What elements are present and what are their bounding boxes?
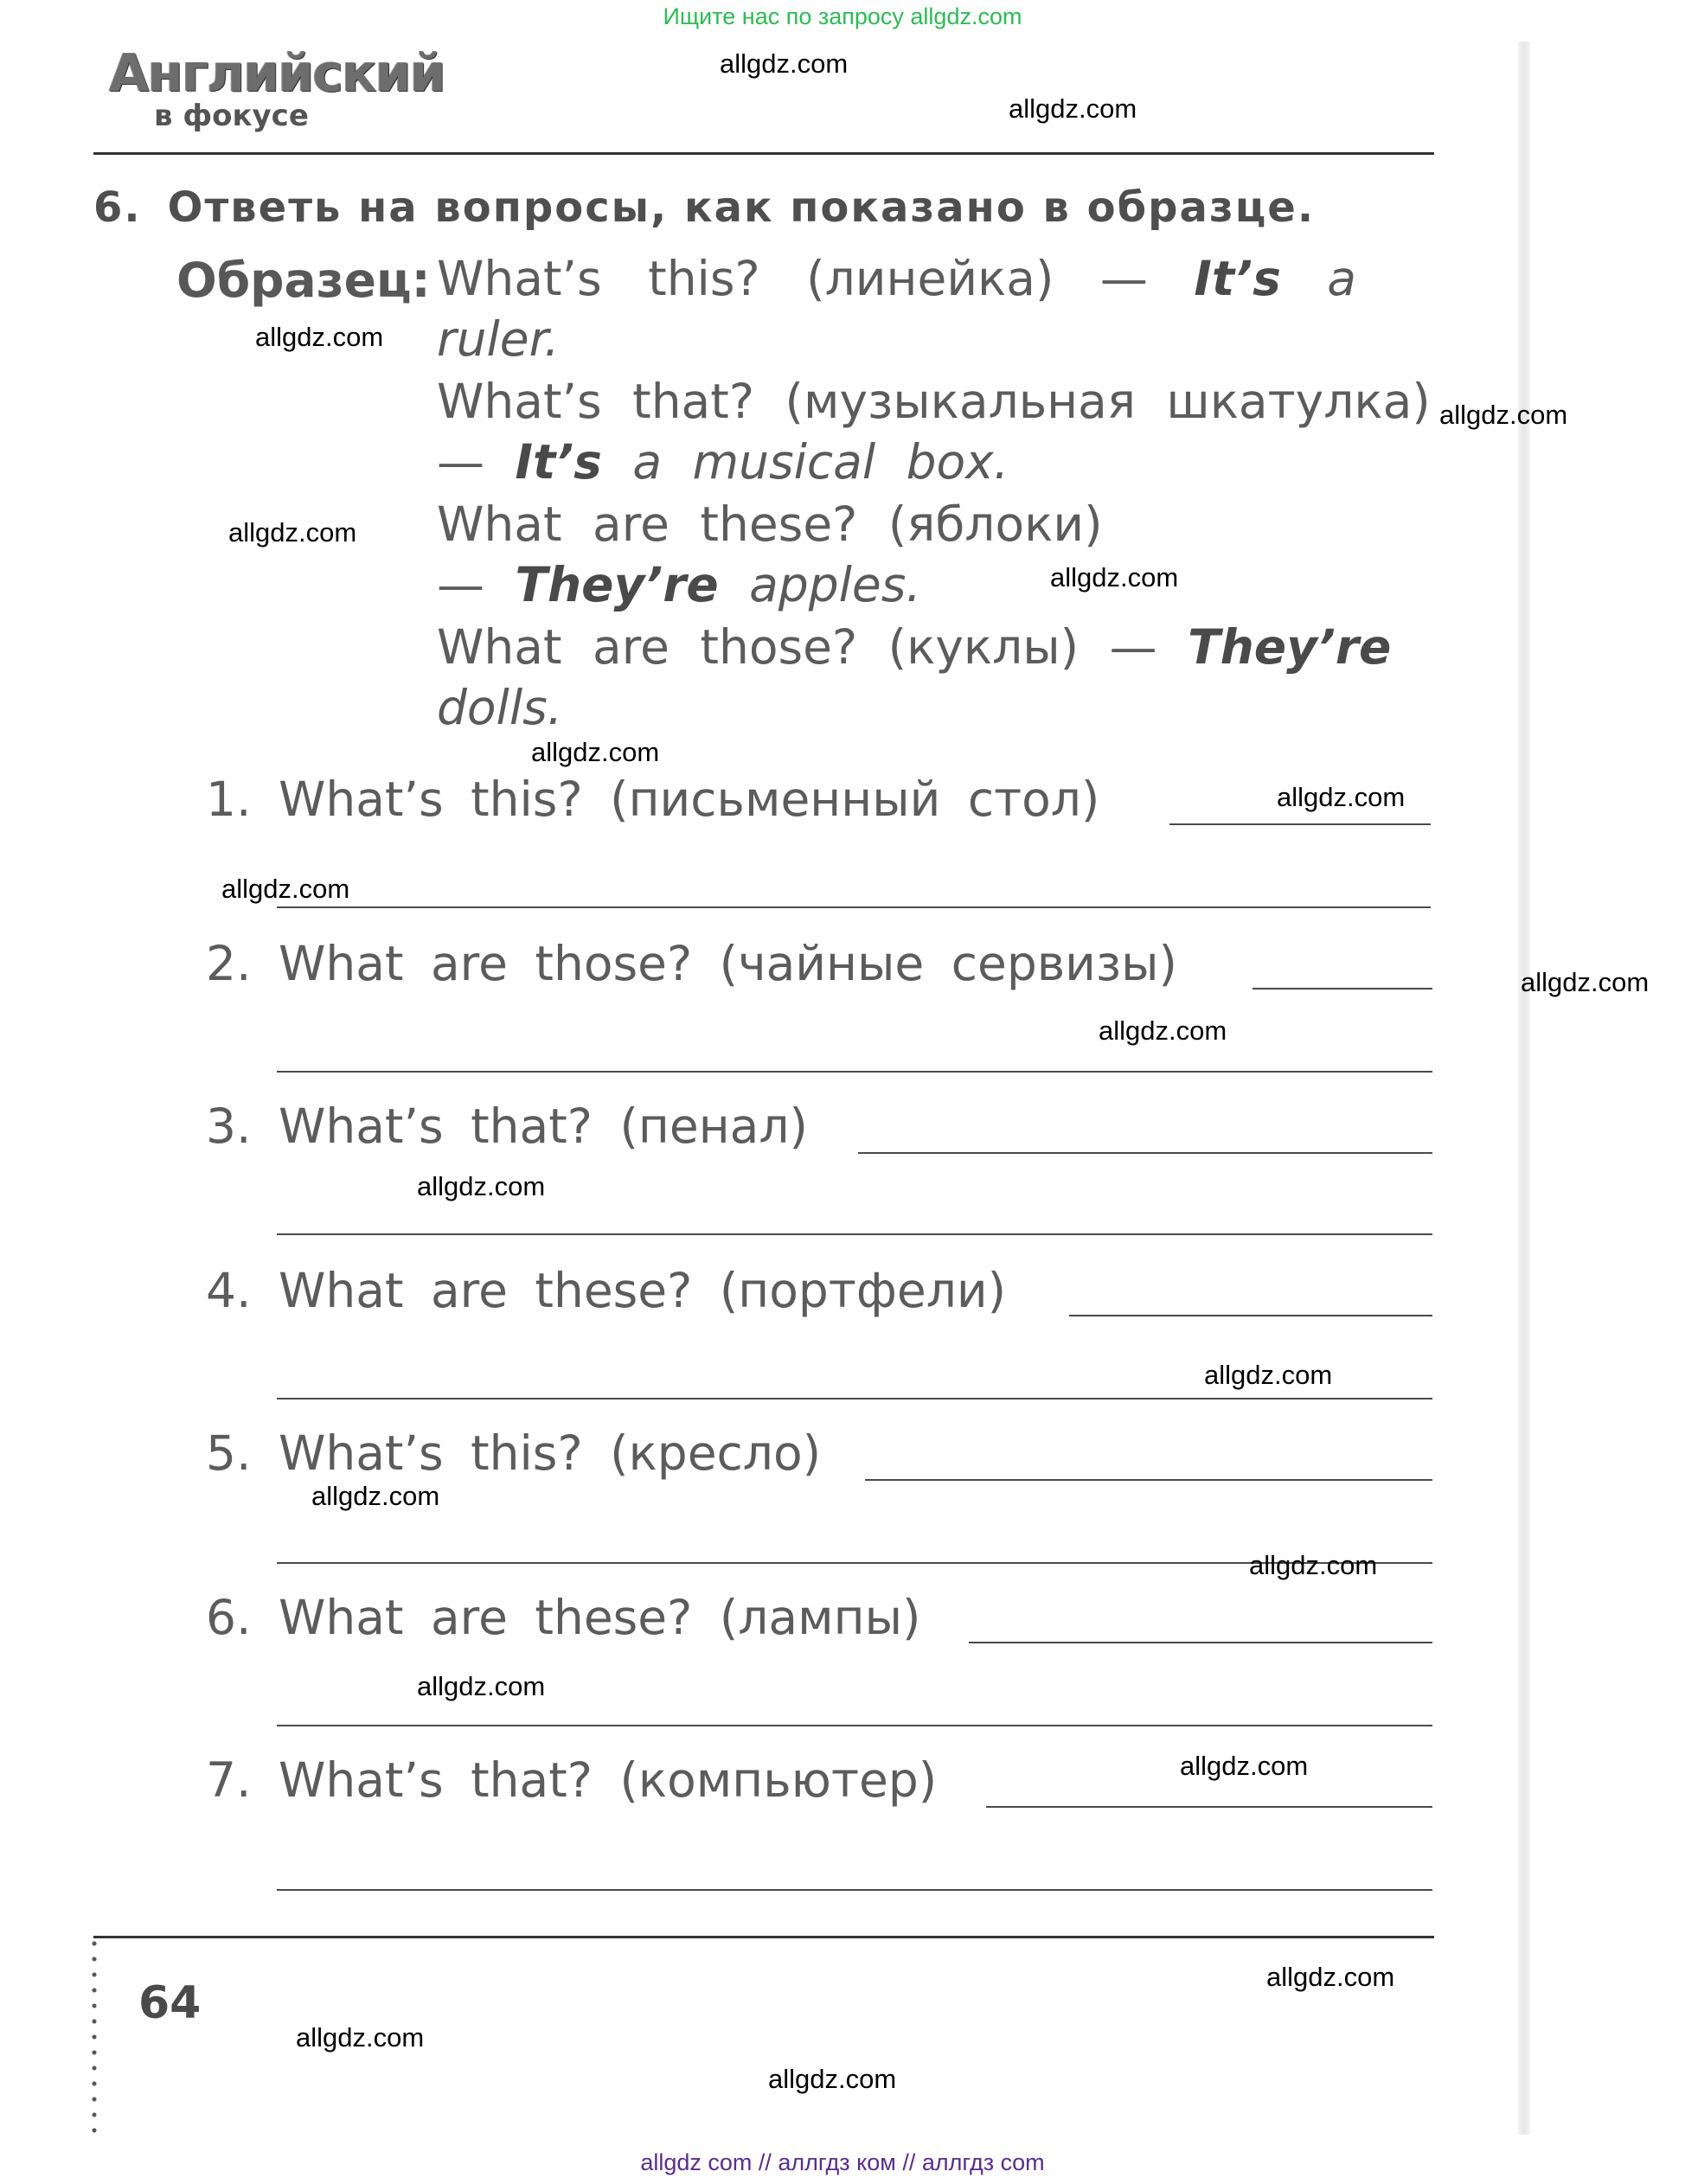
exercise-instruction: Ответь на вопросы, как показано в образце. [167, 183, 1316, 232]
sample-line: dolls. [437, 680, 563, 735]
task-item: 3. What’s that? (пенал) [206, 1098, 808, 1154]
watermark-text: allgdz.com [417, 1171, 546, 1201]
watermark-text: allgdz.com [311, 1481, 440, 1511]
answer-blank[interactable] [1069, 1315, 1432, 1316]
watermark-text: allgdz.com [1266, 1962, 1395, 1992]
answer-blank[interactable] [277, 1398, 1432, 1399]
page-number: 64 [138, 1977, 202, 2029]
page-dots-decoration [92, 1936, 97, 2135]
sample-line: What’s this? (линейка) — It’s a [437, 251, 1357, 306]
answer-blank[interactable] [1169, 823, 1431, 825]
sample-line: What are these? (яблоки) [437, 496, 1103, 552]
sample-label: Образец: [176, 253, 431, 308]
sample-line: What’s that? (музыкальная шкатулка) [437, 374, 1431, 429]
watermark-text: allgdz.com [1050, 562, 1179, 592]
footer-rule [93, 1936, 1434, 1938]
answer-blank[interactable] [277, 1725, 1432, 1726]
answer-blank[interactable] [277, 906, 1431, 908]
page-edge-shadow [1518, 42, 1530, 2135]
watermark-text: allgdz.com [1277, 782, 1406, 812]
watermark-text: allgdz.com [1009, 93, 1137, 124]
watermark-text: allgdz.com [1439, 400, 1568, 430]
answer-blank[interactable] [277, 1889, 1432, 1891]
answer-blank[interactable] [986, 1806, 1432, 1808]
watermark-text: allgdz.com [255, 322, 384, 352]
watermark-text: allgdz.com [720, 48, 849, 79]
answer-blank[interactable] [277, 1071, 1432, 1073]
task-item: 1. What’s this? (письменный стол) [206, 772, 1100, 827]
answer-blank[interactable] [865, 1479, 1432, 1481]
bottom-banner-link[interactable]: allgdz com // аллгдз ком // аллгдз com [640, 2149, 1045, 2175]
watermark-text: allgdz.com [417, 1671, 546, 1701]
watermark-text: allgdz.com [296, 2022, 425, 2053]
task-item: 6. What are these? (лампы) [206, 1590, 921, 1645]
sample-line: ruler. [437, 311, 560, 367]
answer-blank[interactable] [1253, 988, 1432, 990]
task-item: 7. What’s that? (компьютер) [206, 1752, 938, 1808]
watermark-text: allgdz.com [1204, 1360, 1333, 1390]
sample-line: — It’s a musical box. [437, 434, 1009, 490]
task-item: 2. What are those? (чайные сервизы) [206, 936, 1178, 991]
watermark-text: allgdz.com [1521, 967, 1650, 997]
exercise-title [93, 183, 1315, 232]
watermark-text: allgdz.com [768, 2064, 897, 2094]
watermark-text: allgdz.com [1180, 1751, 1309, 1781]
watermark-text: allgdz.com [221, 874, 350, 904]
watermark-text: allgdz.com [1249, 1550, 1378, 1580]
answer-blank[interactable] [858, 1152, 1432, 1154]
watermark-text: allgdz.com [531, 737, 660, 767]
sample-line: What are those? (куклы) — They’re [437, 619, 1392, 675]
book-logo-title: Английский [109, 43, 445, 104]
watermark-text: allgdz.com [1099, 1015, 1227, 1046]
answer-blank[interactable] [969, 1642, 1432, 1643]
task-item: 5. What’s this? (кресло) [206, 1425, 822, 1481]
sample-line: — They’re apples. [437, 557, 921, 612]
exercise-number: 6. [93, 183, 142, 232]
task-item: 4. What are these? (портфели) [206, 1263, 1007, 1318]
watermark-text: allgdz.com [228, 517, 357, 548]
book-logo-subtitle: в фокусе [154, 99, 309, 133]
header-rule [93, 152, 1434, 155]
answer-blank[interactable] [277, 1233, 1432, 1235]
top-banner-link[interactable]: Ищите нас по запросу allgdz.com [663, 3, 1022, 29]
